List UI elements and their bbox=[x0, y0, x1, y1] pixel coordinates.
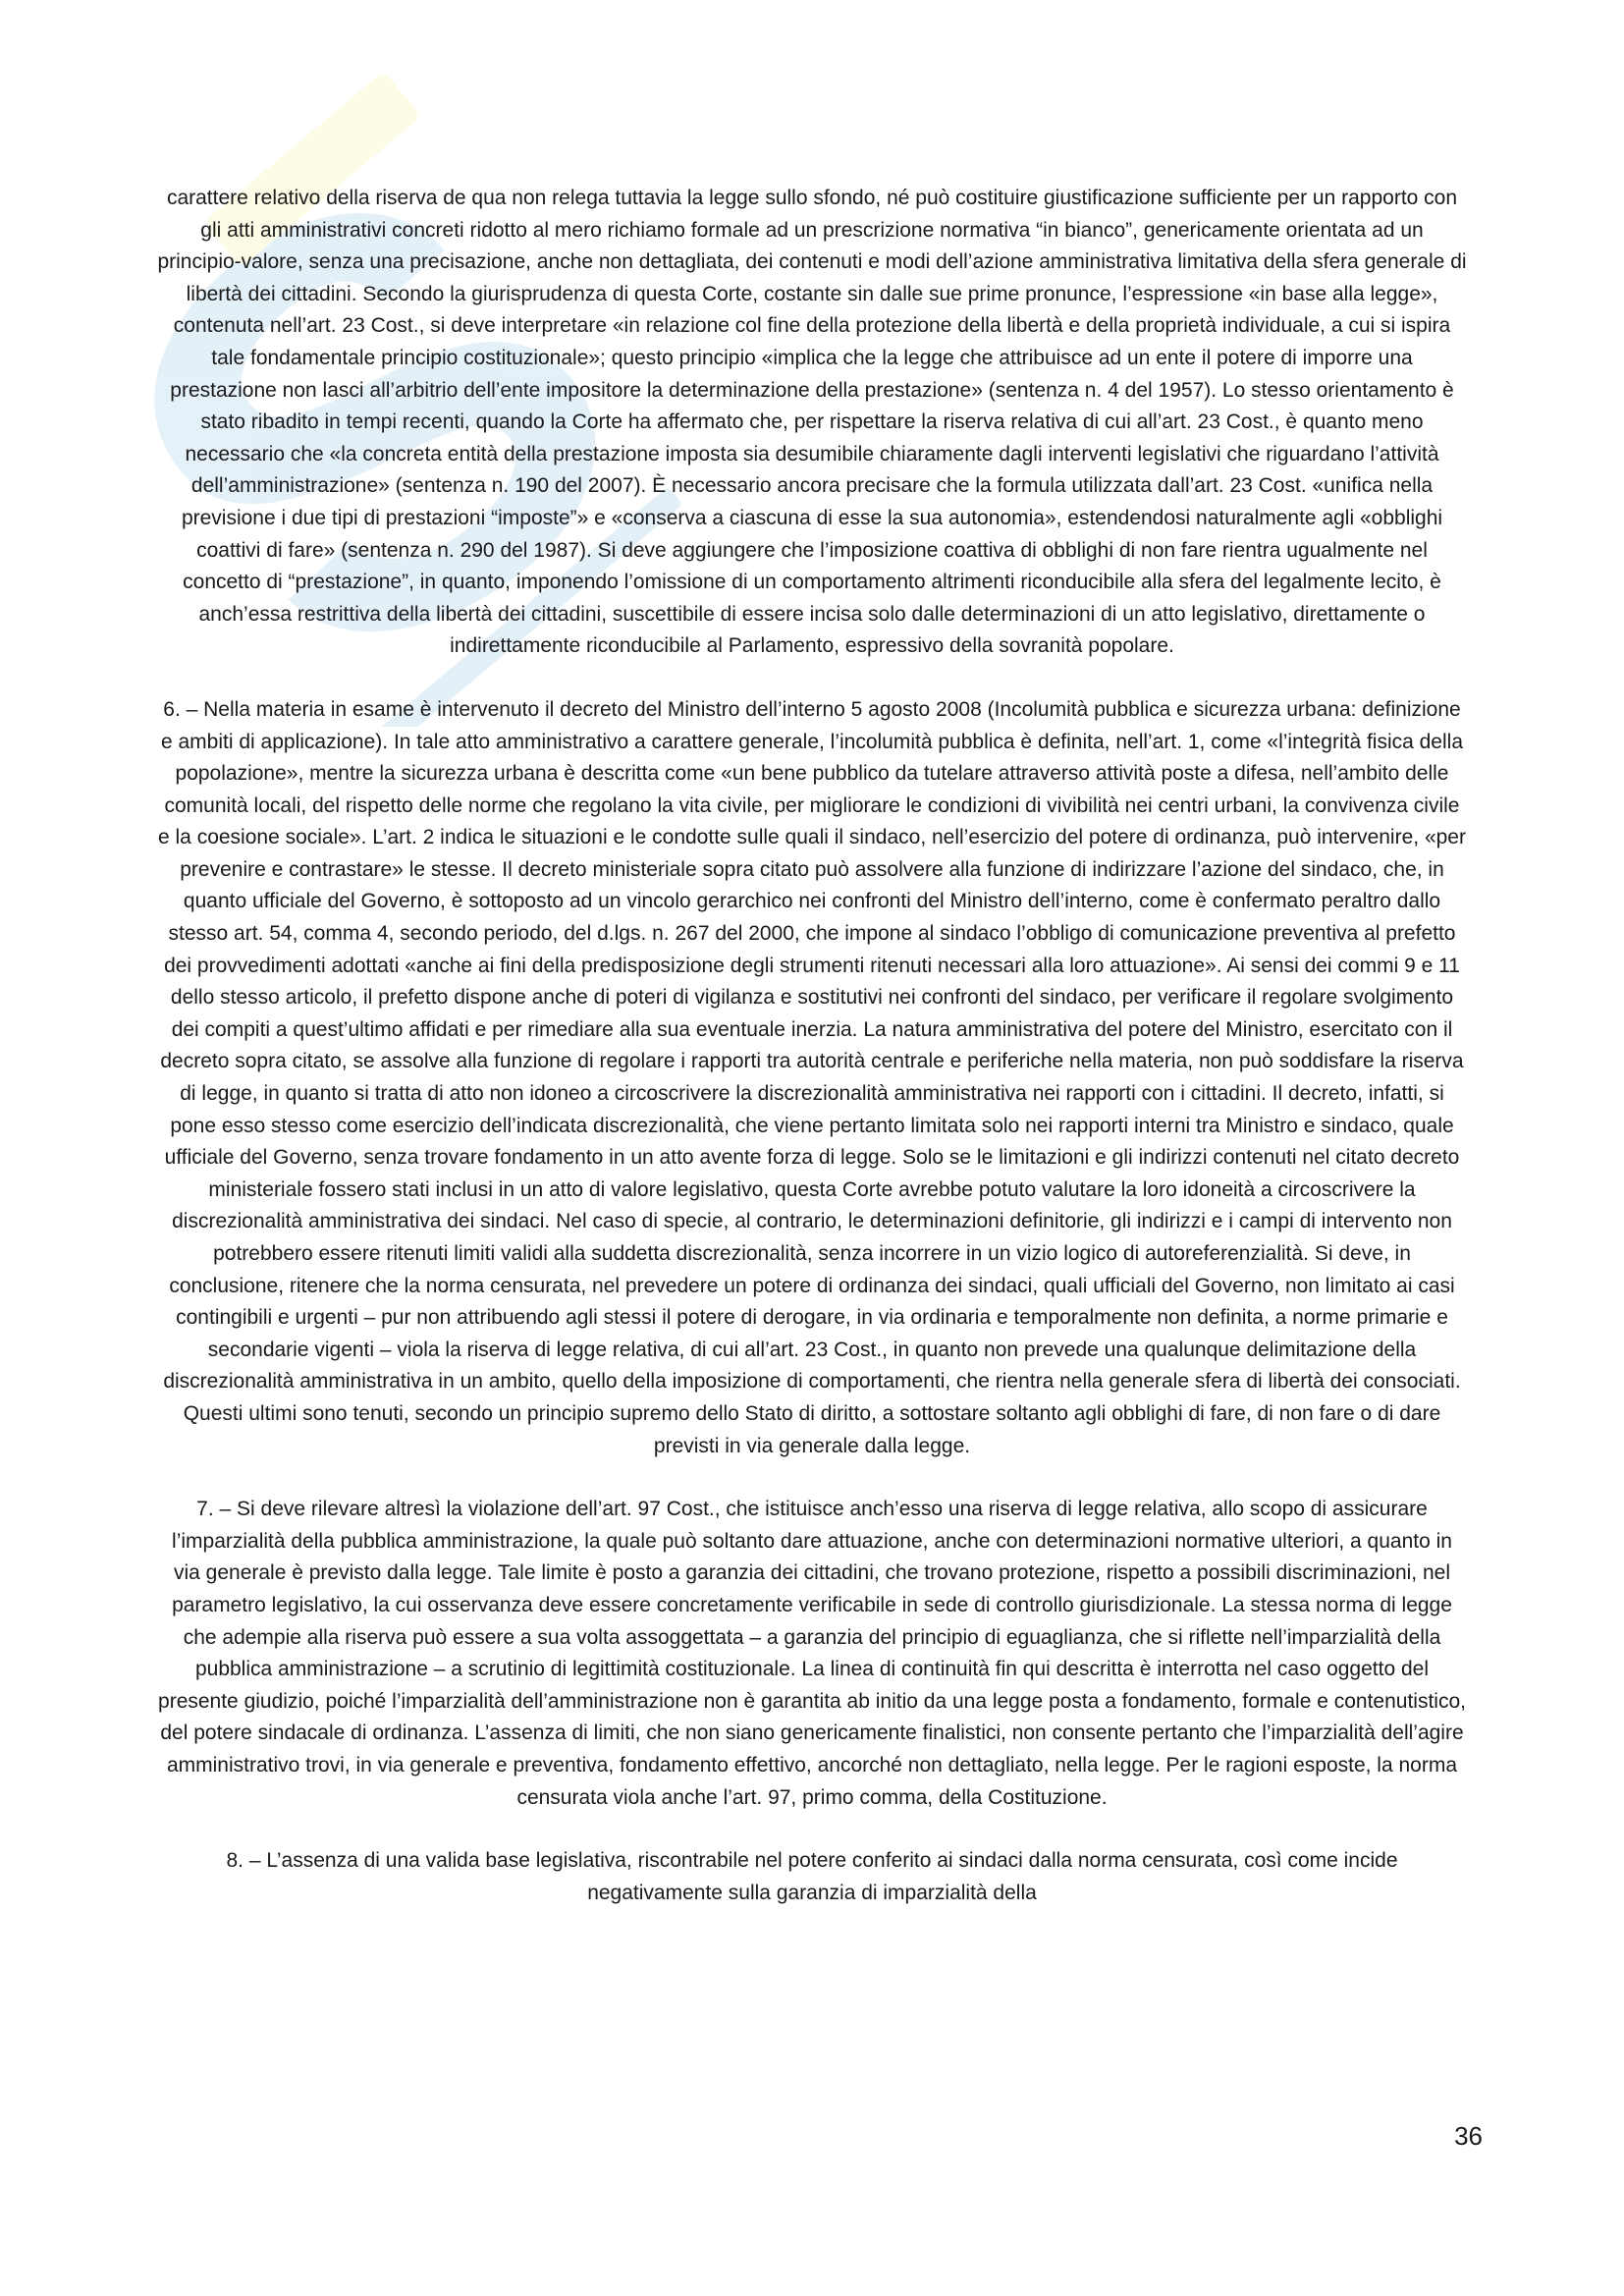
paragraph: carattere relativo della riserva de qua non relega tuttavia la legge sullo sfondo, né può costituire giustificazione sufficiente per un rapporto con gli atti amministrativi concreti ridotto al mero richiamo formale ad un prescrizione normativa “in bianco”, genericamente orientata ad un principio-valore, senza una precisazione, anche non dettagliata, dei contenuti e modi dell’azione amministrativa limitativa della sfera generale di libertà dei cittadini. Secondo la giurisprudenza di questa Corte, costante sin dalle sue prime pronunce, l’espressione «in base alla legge», contenuta nell’art. 23 Cost., si deve interpretare «in relazione col fine della protezione della libertà e della proprietà individuale, a cui si ispira tale fondamentale principio costituzionale»; questo principio «implica che la legge che attribuisce ad un ente il potere di imporre una prestazione non lasci all’arbitrio dell’ente impositore la determinazione della prestazione» (sentenza n. 4 del 1957). Lo stesso orientamento è stato ribadito in tempi recenti, quando la Corte ha affermato che, per rispettare la riserva relativa di cui all’art. 23 Cost., è quanto meno necessario che «la concreta entità della prestazione imposta sia desumibile chiaramente dagli interventi legislativi che riguardano l’attività dell’amministrazione» (sentenza n. 190 del 2007). È necessario ancora precisare che la formula utilizzata dall’art. 23 Cost. «unifica nella previsione i due tipi di prestazioni “imposte”» e «conserva a ciascuna di esse la sua autonomia», estendendosi naturalmente agli «obblighi coattivi di fare» (sentenza n. 290 del 1987). Si deve aggiungere che l’imposizione coattiva di obblighi di non fare rientra ugualmente nel concetto di “prestazione”, in quanto, imponendo l’omissione di un comportamento altrimenti riconducibile alla sfera del legalmente lecito, è anch’essa restrittiva della libertà dei cittadini, suscettibile di essere incisa solo dalle determinazioni di un atto legislativo, direttamente o indirettamente riconducibile al Parlamento, espressivo della sovranità popolare. bbox=[157, 187, 1467, 658]
paragraph: 8. – L’assenza di una valida base legislativa, riscontrabile nel potere conferito ai sindaci dalla norma censurata, così come incide negativamente sulla garanzia di imparzialità della bbox=[226, 1849, 1398, 1904]
document-body bbox=[157, 183, 1467, 1941]
paragraph: 7. – Si deve rilevare altresì la violazione dell’art. 97 Cost., che istituisce anch’esso una riserva di legge relativa, allo scopo di assicurare l’imparzialità della pubblica amministrazione, la quale può soltanto dare attuazione, anche con determinazioni normative ulteriori, a quanto in via generale è previsto dalla legge. Tale limite è posto a garanzia dei cittadini, che trovano protezione, rispetto a possibili discriminazioni, nel parametro legislativo, la cui osservanza deve essere concretamente verificabile in sede di controllo giurisdizionale. La stessa norma di legge che adempie alla riserva può essere a sua volta assoggettata – a garanzia del principio di eguaglianza, che si riflette nell’imparzialità della pubblica amministrazione – a scrutinio di legittimità costituzionale. La linea di continuità fin qui descritta è interrotta nel caso oggetto del presente giudizio, poiché l’imparzialità dell’amministrazione non è garantita ab initio da una legge posta a fondamento, formale e contenutistico, del potere sindacale di ordinanza. L’assenza di limiti, che non siano genericamente finalistici, non consente pertanto che l’imparzialità dell’agire amministrativo trovi, in via generale e preventiva, fondamento effettivo, ancorché non dettagliato, nella legge. Per le ragioni esposte, la norma censurata viola anche l’art. 97, primo comma, della Costituzione. bbox=[158, 1498, 1466, 1809]
paragraph: 6. – Nella materia in esame è intervenuto il decreto del Ministro dell’interno 5 agosto 2008 (Incolumità pubblica e sicurezza urbana: definizione e ambiti di applicazione). In tale atto amministrativo a carattere generale, l’incolumità pubblica è definita, nell’art. 1, come «l’integrità fisica della popolazione», mentre la sicurezza urbana è descritta come «un bene pubblico da tutelare attraverso attività poste a difesa, nell’ambito delle comunità locali, del rispetto delle norme che regolano la vita civile, per migliorare le condizioni di vivibilità nei centri urbani, la convivenza civile e la coesione sociale». L’art. 2 indica le situazioni e le condotte sulle quali il sindaco, nell’esercizio del potere di ordinanza, può intervenire, «per prevenire e contrastare» le stesse. Il decreto ministeriale sopra citato può assolvere alla funzione di indirizzare l’azione del sindaco, che, in quanto ufficiale del Governo, è sottoposto ad un vincolo gerarchico nei confronti del Ministro dell’interno, come è confermato peraltro dallo stesso art. 54, comma 4, secondo periodo, del d.lgs. n. 267 del 2000, che impone al sindaco l’obbligo di comunicazione preventiva al prefetto dei provvedimenti adottati «anche ai fini della predisposizione degli strumenti ritenuti necessari alla loro attuazione». Ai sensi dei commi 9 e 11 dello stesso articolo, il prefetto dispone anche di poteri di vigilanza e sostitutivi nei confronti del sindaco, per verificare il regolare svolgimento dei compiti a quest’ultimo affidati e per rimediare alla sua eventuale inerzia. La natura amministrativa del potere del Ministro, esercitato con il decreto sopra citato, se assolve alla funzione di regolare i rapporti tra autorità centrale e periferiche nella materia, non può soddisfare la riserva di legge, in quanto si tratta di atto non idoneo a circoscrivere la discrezionalità amministrativa nei rapporti con i cittadini. Il decreto, infatti, si pone esso stesso come esercizio dell’indicata discrezionalità, che viene pertanto limitata solo nei rapporti interni tra Ministro e sindaco, quale ufficiale del Governo, senza trovare fondamento in un atto avente forza di legge. Solo se le limitazioni e gli indirizzi contenuti nel citato decreto ministeriale fossero stati inclusi in un atto di valore legislativo, questa Corte avrebbe potuto valutare la loro idoneità a circoscrivere la discrezionalità amministrativa dei sindaci. Nel caso di specie, al contrario, le determinazioni definitorie, gli indirizzi e i campi di intervento non potrebbero essere ritenuti limiti validi alla suddetta discrezionalità, senza incorrere in un vizio logico di autoreferenzialità. Si deve, in conclusione, ritenere che la norma censurata, nel prevedere un potere di ordinanza dei sindaci, quali ufficiali del Governo, non limitato ai casi contingibili e urgenti – pur non attribuendo agli stessi il potere di derogare, in via ordinaria e temporalmente non definita, a norme primarie e secondarie vigenti – viola la riserva di legge relativa, di cui all’art. 23 Cost., in quanto non prevede una qualunque delimitazione della discrezionalità amministrativa in un ambito, quello della imposizione di comportamenti, che rientra nella generale sfera di libertà dei consociati. Questi ultimi sono tenuti, secondo un principio supremo dello Stato di diritto, a sottostare soltanto agli obblighi di fare, di non fare o di dare previsti in via generale dalla legge. bbox=[158, 697, 1466, 1457]
page-number: 36 bbox=[1454, 2121, 1483, 2151]
